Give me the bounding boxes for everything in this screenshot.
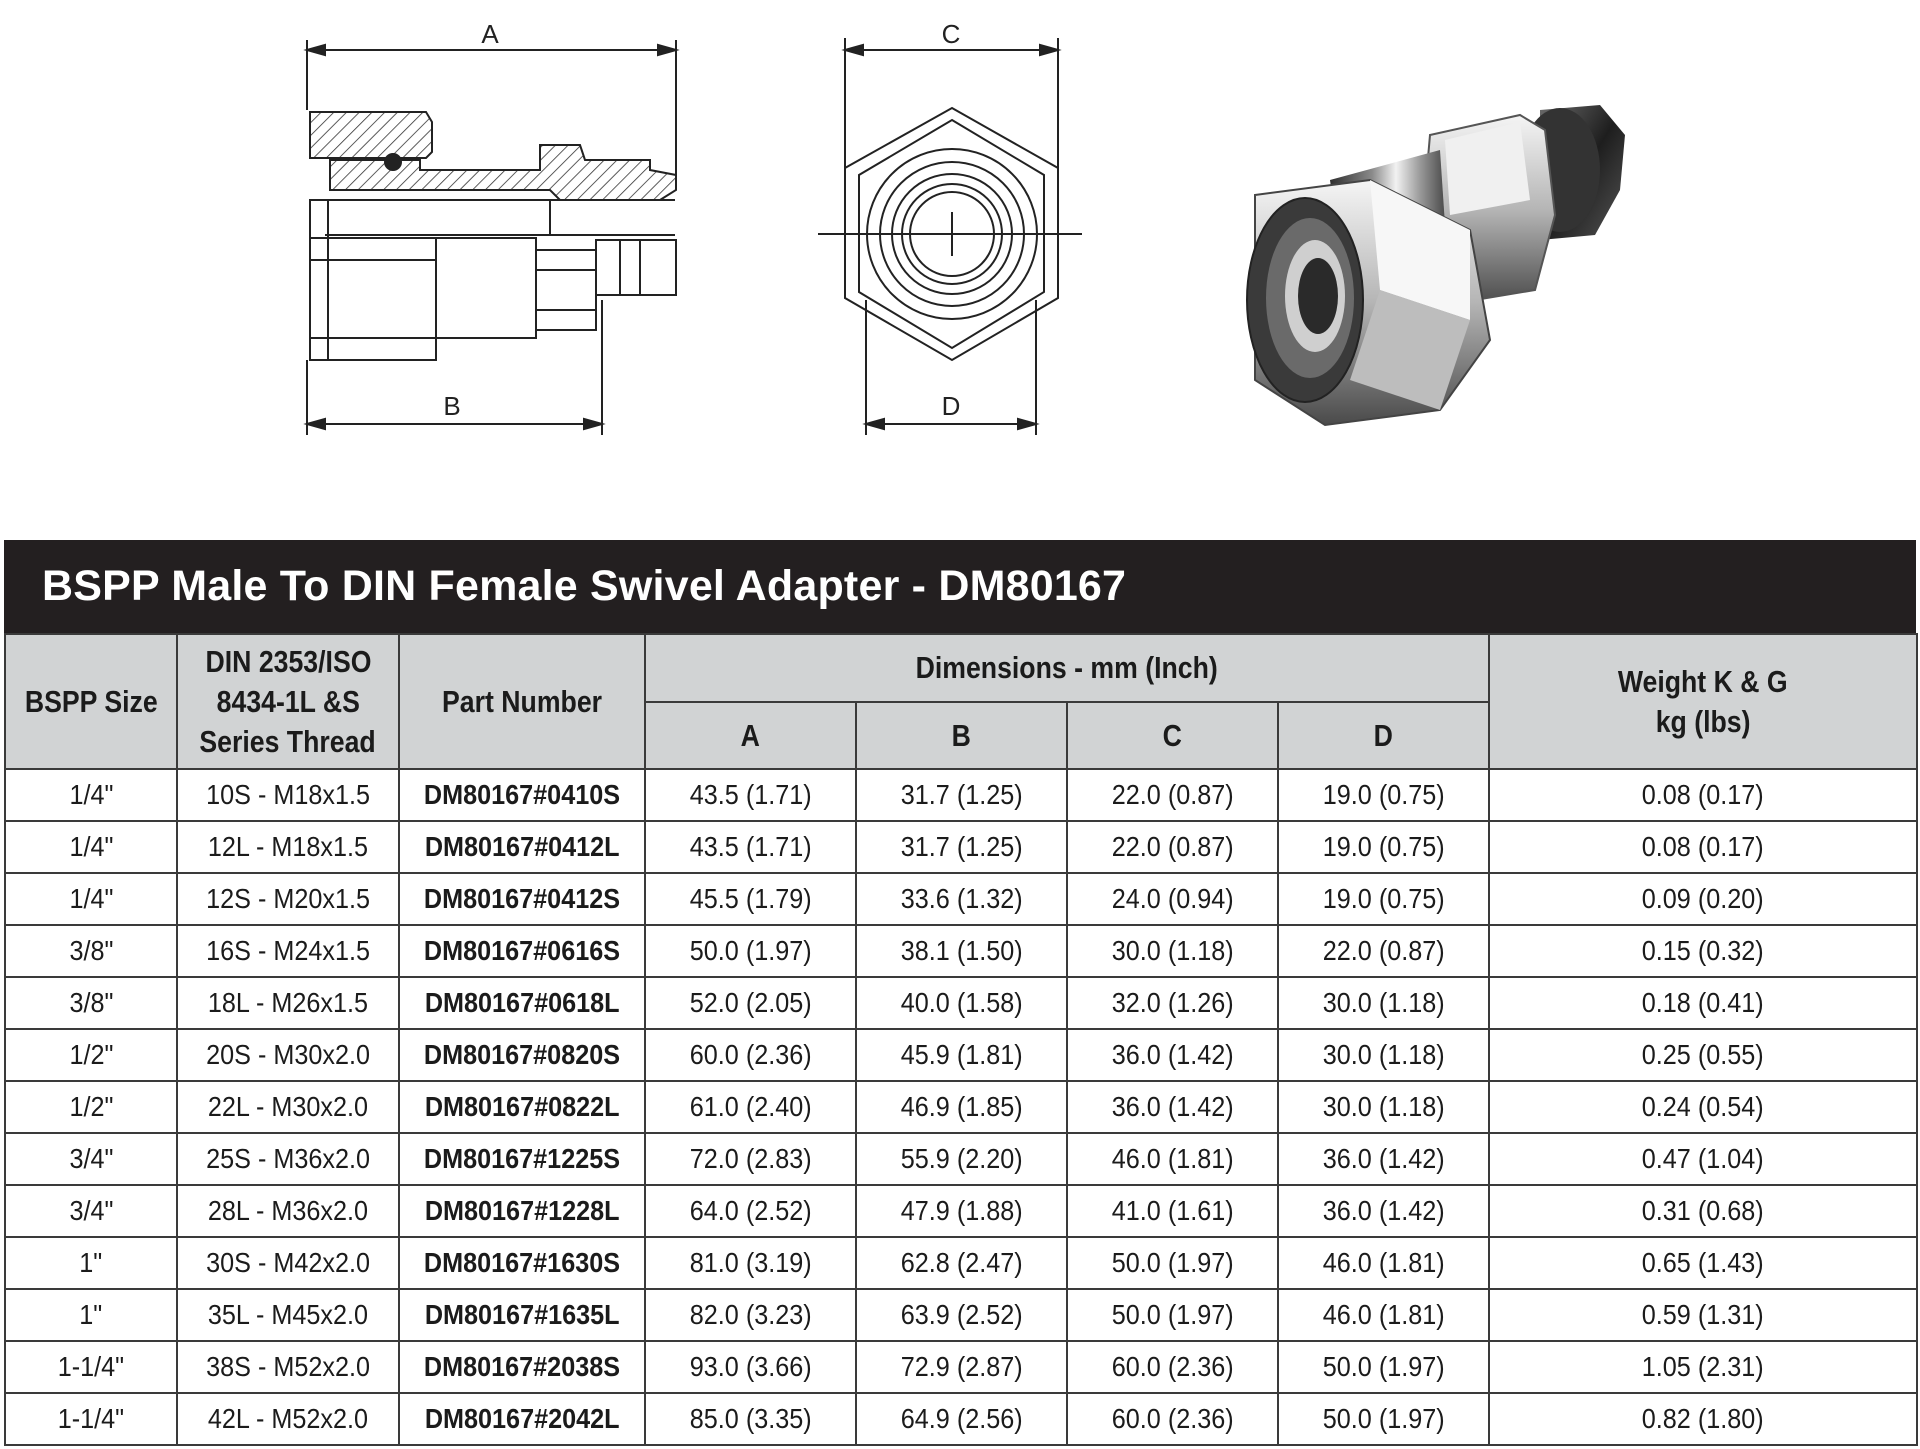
dim-a-cell: 61.0 (2.40) xyxy=(645,1081,856,1133)
header-dimensions: Dimensions - mm (Inch) xyxy=(645,634,1489,702)
dim-a-cell: 45.5 (1.79) xyxy=(645,873,856,925)
part-number-cell: DM80167#0618L xyxy=(399,977,645,1029)
dim-c-cell: 22.0 (0.87) xyxy=(1067,769,1278,821)
dim-d-cell: 19.0 (0.75) xyxy=(1278,821,1489,873)
weight-cell: 0.59 (1.31) xyxy=(1489,1289,1917,1341)
dim-c-cell: 60.0 (2.36) xyxy=(1067,1393,1278,1445)
dim-a-cell: 72.0 (2.83) xyxy=(645,1133,856,1185)
dim-a-cell: 50.0 (1.97) xyxy=(645,925,856,977)
dim-b-cell: 55.9 (2.20) xyxy=(856,1133,1067,1185)
dim-a-cell: 43.5 (1.71) xyxy=(645,769,856,821)
part-number-cell: DM80167#0822L xyxy=(399,1081,645,1133)
weight-cell: 0.08 (0.17) xyxy=(1489,821,1917,873)
dim-c-cell: 60.0 (2.36) xyxy=(1067,1341,1278,1393)
weight-cell: 0.25 (0.55) xyxy=(1489,1029,1917,1081)
adapter-3d-render xyxy=(1247,105,1625,425)
table-row xyxy=(5,1029,1917,1081)
table-row xyxy=(5,873,1917,925)
dim-b-cell: 47.9 (1.88) xyxy=(856,1185,1067,1237)
dim-d-cell: 19.0 (0.75) xyxy=(1278,769,1489,821)
din-thread-cell: 12L - M18x1.5 xyxy=(177,821,399,873)
table-row xyxy=(5,1185,1917,1237)
weight-cell: 0.15 (0.32) xyxy=(1489,925,1917,977)
dim-b-cell: 38.1 (1.50) xyxy=(856,925,1067,977)
part-number-cell: DM80167#0820S xyxy=(399,1029,645,1081)
table-row xyxy=(5,1133,1917,1185)
part-number-cell: DM80167#2042L xyxy=(399,1393,645,1445)
table-row xyxy=(5,1081,1917,1133)
dim-b-cell: 72.9 (2.87) xyxy=(856,1341,1067,1393)
dim-b-cell: 46.9 (1.85) xyxy=(856,1081,1067,1133)
dimension-label-d: D xyxy=(941,391,961,421)
dim-c-cell: 46.0 (1.81) xyxy=(1067,1133,1278,1185)
header-dim-b: B xyxy=(856,702,1067,769)
dimension-label-c: C xyxy=(941,19,961,49)
dim-b-cell: 33.6 (1.32) xyxy=(856,873,1067,925)
part-number-cell: DM80167#0412S xyxy=(399,873,645,925)
bspp-size-cell: 1" xyxy=(5,1289,177,1341)
dim-d-cell: 50.0 (1.97) xyxy=(1278,1341,1489,1393)
dim-d-cell: 50.0 (1.97) xyxy=(1278,1393,1489,1445)
dim-d-cell: 22.0 (0.87) xyxy=(1278,925,1489,977)
din-thread-cell: 38S - M52x2.0 xyxy=(177,1341,399,1393)
part-number-cell: DM80167#2038S xyxy=(399,1341,645,1393)
dim-c-cell: 36.0 (1.42) xyxy=(1067,1029,1278,1081)
dim-b-cell: 64.9 (2.56) xyxy=(856,1393,1067,1445)
table-row xyxy=(5,1393,1917,1445)
dim-c-cell: 36.0 (1.42) xyxy=(1067,1081,1278,1133)
drawing-canvas xyxy=(0,0,1920,540)
din-thread-cell: 12S - M20x1.5 xyxy=(177,873,399,925)
weight-cell: 0.24 (0.54) xyxy=(1489,1081,1917,1133)
dim-a-cell: 85.0 (3.35) xyxy=(645,1393,856,1445)
dim-d-cell: 36.0 (1.42) xyxy=(1278,1185,1489,1237)
table-row xyxy=(5,977,1917,1029)
table-row xyxy=(5,769,1917,821)
part-number-cell: DM80167#1635L xyxy=(399,1289,645,1341)
bspp-size-cell: 3/4" xyxy=(5,1185,177,1237)
weight-cell: 0.65 (1.43) xyxy=(1489,1237,1917,1289)
dim-c-cell: 30.0 (1.18) xyxy=(1067,925,1278,977)
din-thread-cell: 28L - M36x2.0 xyxy=(177,1185,399,1237)
header-dim-a: A xyxy=(645,702,856,769)
din-thread-cell: 35L - M45x2.0 xyxy=(177,1289,399,1341)
bspp-size-cell: 1-1/4" xyxy=(5,1341,177,1393)
dim-a-cell: 81.0 (3.19) xyxy=(645,1237,856,1289)
table-row xyxy=(5,1289,1917,1341)
dim-c-cell: 22.0 (0.87) xyxy=(1067,821,1278,873)
dim-d-cell: 46.0 (1.81) xyxy=(1278,1289,1489,1341)
din-thread-cell: 42L - M52x2.0 xyxy=(177,1393,399,1445)
din-thread-cell: 16S - M24x1.5 xyxy=(177,925,399,977)
specification-table xyxy=(4,540,1916,1446)
dim-b-cell: 63.9 (2.52) xyxy=(856,1289,1067,1341)
weight-cell: 0.08 (0.17) xyxy=(1489,769,1917,821)
weight-cell: 0.09 (0.20) xyxy=(1489,873,1917,925)
part-number-cell: DM80167#1225S xyxy=(399,1133,645,1185)
header-dim-d: D xyxy=(1278,702,1489,769)
din-thread-cell: 25S - M36x2.0 xyxy=(177,1133,399,1185)
header-bspp-size: BSPP Size xyxy=(5,634,177,769)
table-row xyxy=(5,1237,1917,1289)
weight-cell: 0.47 (1.04) xyxy=(1489,1133,1917,1185)
dim-d-cell: 30.0 (1.18) xyxy=(1278,977,1489,1029)
dim-a-cell: 64.0 (2.52) xyxy=(645,1185,856,1237)
header-dim-c: C xyxy=(1067,702,1278,769)
bspp-size-cell: 1" xyxy=(5,1237,177,1289)
header-din-thread: DIN 2353/ISO 8434-1L &S Series Thread xyxy=(177,634,399,769)
dim-b-cell: 45.9 (1.81) xyxy=(856,1029,1067,1081)
din-thread-cell: 30S - M42x2.0 xyxy=(177,1237,399,1289)
technical-drawings xyxy=(0,0,1920,540)
bspp-size-cell: 1/2" xyxy=(5,1081,177,1133)
bspp-size-cell: 1/2" xyxy=(5,1029,177,1081)
dim-a-cell: 43.5 (1.71) xyxy=(645,821,856,873)
bspp-size-cell: 1/4" xyxy=(5,769,177,821)
weight-cell: 0.31 (0.68) xyxy=(1489,1185,1917,1237)
din-thread-cell: 10S - M18x1.5 xyxy=(177,769,399,821)
dim-b-cell: 31.7 (1.25) xyxy=(856,821,1067,873)
dim-c-cell: 50.0 (1.97) xyxy=(1067,1237,1278,1289)
dim-c-cell: 32.0 (1.26) xyxy=(1067,977,1278,1029)
dim-a-cell: 60.0 (2.36) xyxy=(645,1029,856,1081)
table-row xyxy=(5,821,1917,873)
dim-a-cell: 82.0 (3.23) xyxy=(645,1289,856,1341)
dim-b-cell: 62.8 (2.47) xyxy=(856,1237,1067,1289)
bspp-size-cell: 1/4" xyxy=(5,821,177,873)
part-number-cell: DM80167#0410S xyxy=(399,769,645,821)
header-part-number: Part Number xyxy=(399,634,645,769)
dim-d-cell: 19.0 (0.75) xyxy=(1278,873,1489,925)
dimension-label-b: B xyxy=(443,391,461,421)
end-view-drawing xyxy=(818,38,1082,435)
dim-c-cell: 24.0 (0.94) xyxy=(1067,873,1278,925)
dim-d-cell: 30.0 (1.18) xyxy=(1278,1029,1489,1081)
dim-d-cell: 30.0 (1.18) xyxy=(1278,1081,1489,1133)
bspp-size-cell: 3/4" xyxy=(5,1133,177,1185)
dim-c-cell: 41.0 (1.61) xyxy=(1067,1185,1278,1237)
part-number-cell: DM80167#0412L xyxy=(399,821,645,873)
dimensions-table xyxy=(4,633,1918,1446)
side-view-drawing xyxy=(307,40,676,435)
weight-cell: 0.82 (1.80) xyxy=(1489,1393,1917,1445)
bspp-size-cell: 3/8" xyxy=(5,925,177,977)
din-thread-cell: 22L - M30x2.0 xyxy=(177,1081,399,1133)
table-row xyxy=(5,1341,1917,1393)
bspp-size-cell: 1/4" xyxy=(5,873,177,925)
dim-b-cell: 40.0 (1.58) xyxy=(856,977,1067,1029)
table-body xyxy=(5,769,1917,1445)
header-weight: Weight K & G kg (lbs) xyxy=(1489,634,1917,769)
dim-c-cell: 50.0 (1.97) xyxy=(1067,1289,1278,1341)
dim-d-cell: 46.0 (1.81) xyxy=(1278,1237,1489,1289)
din-thread-cell: 18L - M26x1.5 xyxy=(177,977,399,1029)
din-thread-cell: 20S - M30x2.0 xyxy=(177,1029,399,1081)
dim-b-cell: 31.7 (1.25) xyxy=(856,769,1067,821)
weight-cell: 0.18 (0.41) xyxy=(1489,977,1917,1029)
table-row xyxy=(5,925,1917,977)
part-number-cell: DM80167#1228L xyxy=(399,1185,645,1237)
bspp-size-cell: 1-1/4" xyxy=(5,1393,177,1445)
table-title: BSPP Male To DIN Female Swivel Adapter - DM80167 xyxy=(4,540,1916,633)
weight-cell: 1.05 (2.31) xyxy=(1489,1341,1917,1393)
dimension-label-a: A xyxy=(481,19,499,49)
part-number-cell: DM80167#0616S xyxy=(399,925,645,977)
part-number-cell: DM80167#1630S xyxy=(399,1237,645,1289)
dim-a-cell: 52.0 (2.05) xyxy=(645,977,856,1029)
bspp-size-cell: 3/8" xyxy=(5,977,177,1029)
dim-d-cell: 36.0 (1.42) xyxy=(1278,1133,1489,1185)
dim-a-cell: 93.0 (3.66) xyxy=(645,1341,856,1393)
